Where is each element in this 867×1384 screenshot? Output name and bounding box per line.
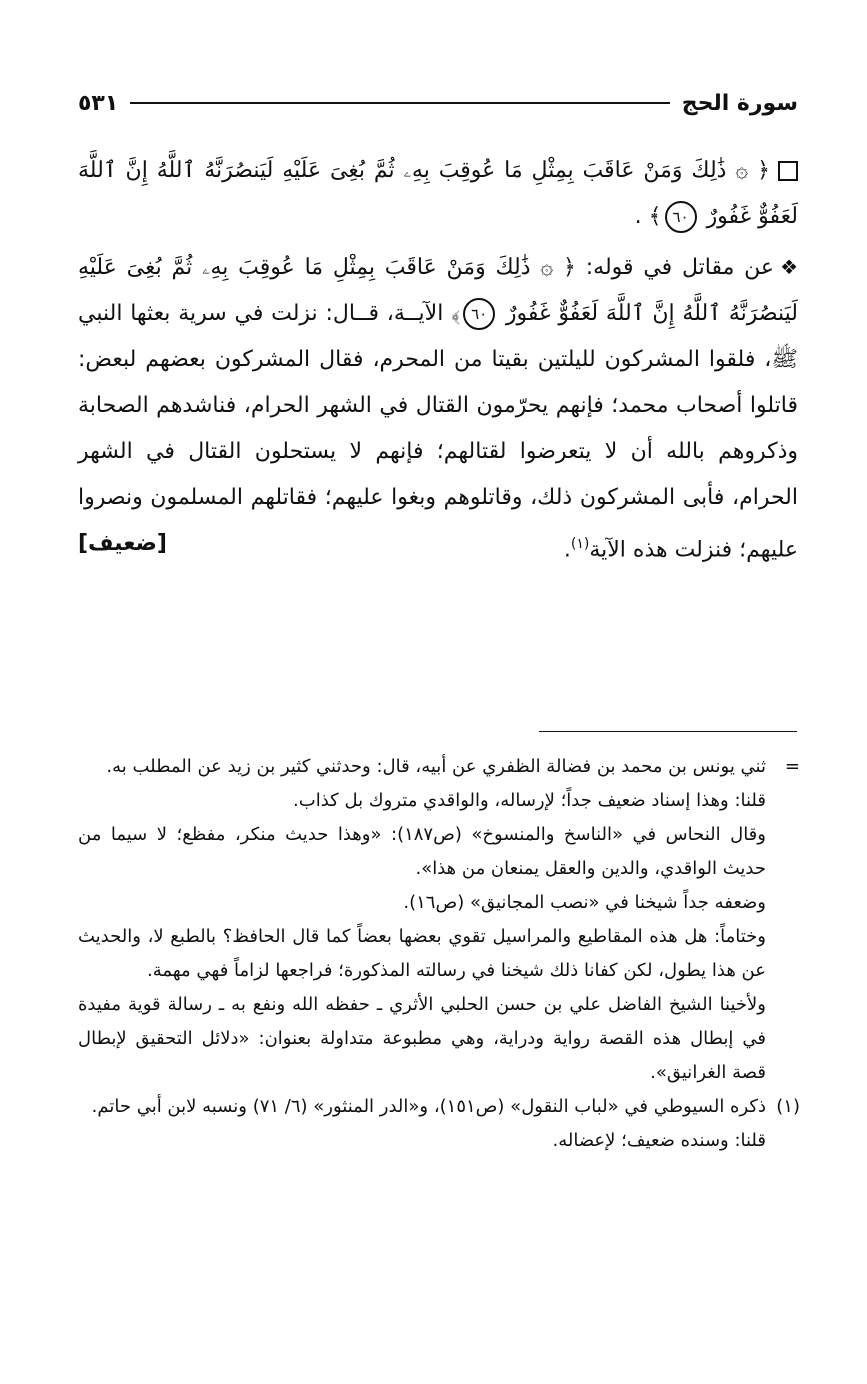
narration-paragraph: [78, 244, 798, 573]
diamond-bullet-icon: ❖: [780, 255, 798, 279]
main-text: [78, 148, 798, 577]
hadith-grade: [ضعيف]: [78, 531, 167, 556]
footnotes: [78, 750, 800, 1158]
page-number: ٥٣١: [78, 90, 119, 116]
narration-intro: عن مقاتل في قوله:: [585, 255, 775, 280]
quran-verse: ﴿ ۞ ذَٰلِكَ وَمَنْ عَاقَبَ بِمِثْلِ مَا عُوقِبَ بِهِۦ ثُمَّ بُغِىَ عَلَيْهِ لَيَنصُرَنَّهُ ٱللَّهُ إِنَّ ٱللَّهَ لَعَفُوٌّ غَفُورٌ: [78, 158, 798, 229]
footnote-line: وقال النحاس في «الناسخ والمنسوخ» (ص١٨٧): «وهذا حديث منكر، مفظع؛ لا سيما من حديث الواقدي، والدين والعقل يمنعان من هذا».: [78, 824, 766, 879]
surah-title: سورة الحج: [681, 90, 798, 116]
page-header: [78, 86, 798, 120]
footnote-reference[interactable]: (١): [570, 536, 590, 552]
continuation-mark: =: [784, 756, 800, 777]
footnote-line: وضعفه جداً شيخنا في «نصب المجانيق» (ص١٦).: [403, 892, 766, 913]
footnote-body: [78, 750, 766, 1090]
footnote-separator: [539, 731, 797, 732]
ayah-number: ٦٠: [665, 201, 697, 233]
square-icon: [778, 161, 798, 181]
quoted-verse: ﴿ ۞ ذَٰلِكَ وَمَنْ عَاقَبَ بِمِثْلِ مَا عُوقِبَ بِهِۦ ثُمَّ بُغِىَ عَلَيْهِ لَيَنصُرَنَّهُ ٱللَّهُ إِنَّ ٱللَّهَ لَعَفُوٌّ غَفُورٌ: [78, 255, 798, 326]
verse-close: ﴾ .: [634, 204, 662, 229]
header-rule: [130, 102, 669, 104]
quoted-ayah-number: ٦٠: [463, 298, 495, 330]
footnote-line: ولأخينا الشيخ الفاضل علي بن حسن الحلبي الأثري ـ حفظه الله ونفع به ـ رسالة قوية مفيدة في إبطال هذه القصة رواية ودراية، وهي مطبوعة متداولة بعنوان: «دلائل التحقيق لإبطال قصة الغرانيق».: [78, 994, 766, 1083]
footnote-1: [78, 1090, 800, 1158]
footnote-line: قلنا: وهذا إسناد ضعيف جداً؛ لإرساله، والواقدي متروك بل كذاب.: [293, 790, 766, 811]
footnote-line: ذكره السيوطي في «لباب النقول» (ص١٥١)، و«الدر المنثور» (٦/ ٧١) ونسبه لابن أبي حاتم.: [91, 1096, 766, 1117]
verse-paragraph: [78, 148, 798, 240]
narration-body: ﴾ الآيــة، قــال: نزلت في سرية بعثها النبي ﷺ، فلقوا المشركون لليلتين بقيتا من المحرم، فقال المشركون بعضهم لبعض: قاتلوا أصحاب محمد؛ فإنهم يحرّمون القتال في الشهر الحرام، فناشدهم الصحابة وذكروهم بالله أن لا يتعرضوا لقتالهم؛ فإنهم لا يستحلون القتال في الشهر الحرام، فأبى المشركون ذلك، وقاتلوهم وبغوا عليهم؛ فقاتلهم المسلمون ونصروا عليهم؛ فنزلت هذه الآية: [78, 301, 798, 563]
footnote-line: وختاماً: هل هذه المقاطيع والمراسيل تقوي بعضها بعضاً كما قال الحافظ؟ بالطبع لا، والحديث عن هذا يطول، لكن كفانا ذلك شيخنا في رسالته المذكورة؛ فراجعها لزاماً فهي مهمة.: [78, 926, 766, 981]
footnote-1-label: (١): [776, 1096, 800, 1117]
footnote-line: قلنا: وسنده ضعيف؛ لإعضاله.: [552, 1130, 766, 1151]
narration-end: .: [563, 537, 571, 563]
footnote-continuation: [78, 750, 800, 1090]
footnote-line: ثني يونس بن محمد بن فضالة الظفري عن أبيه، قال: وحدثني كثير بن زيد عن المطلب به.: [106, 756, 766, 777]
footnote-1-body: [78, 1090, 766, 1158]
